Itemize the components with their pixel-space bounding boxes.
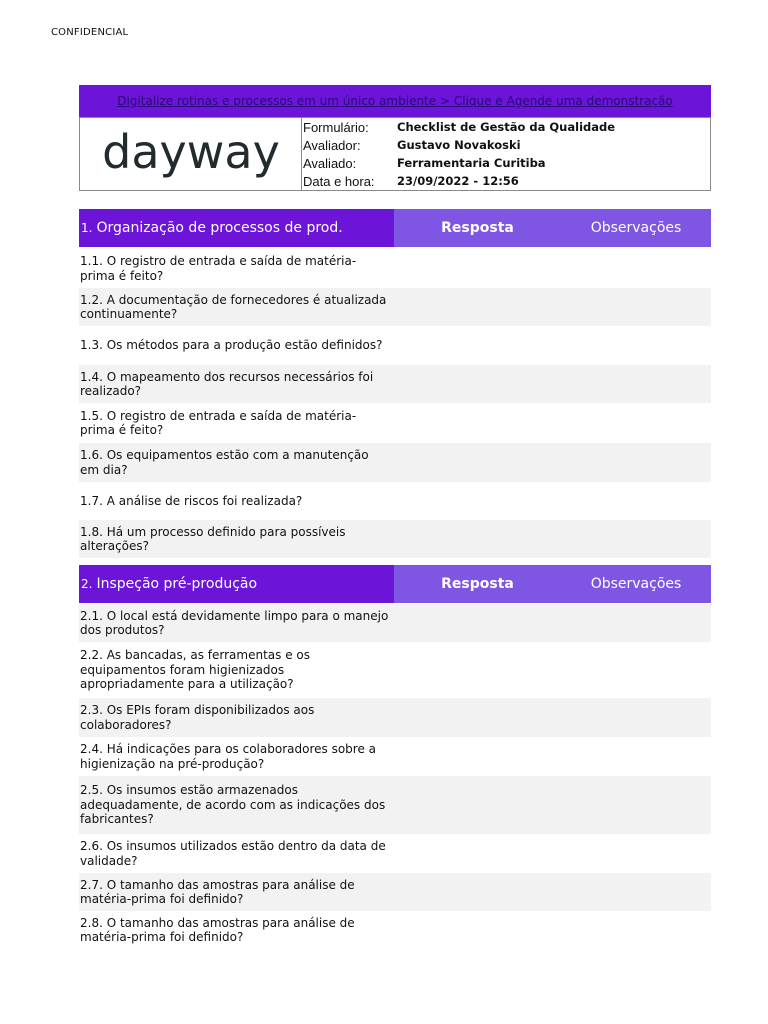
question-text: 2.8. O tamanho das amostras para análise de matéria-prima foi definido?	[80, 915, 355, 944]
table-row	[79, 365, 711, 403]
section-2-rows	[79, 604, 711, 949]
table-row	[79, 698, 711, 737]
section-title-text: Organização de processos de prod.	[96, 220, 343, 236]
question-text: 1.5. O registro de entrada e saída de matéria-prima é feito?	[80, 408, 357, 437]
logo-mark	[91, 126, 291, 182]
question-text: 2.3. Os EPIs foram disponibilizados aos colaboradores?	[80, 703, 315, 732]
table-row	[79, 326, 711, 365]
question-text: 1.6. Os equipamentos estão com a manutenção em dia?	[80, 448, 369, 477]
question-text: 1.7. A análise de riscos foi realizada?	[80, 493, 303, 508]
column-observacoes: Observações	[561, 209, 711, 247]
question-text: 2.6. Os insumos utilizados estão dentro da data de validade?	[80, 839, 386, 868]
table-row	[79, 482, 711, 520]
table-row	[79, 642, 711, 698]
section-header-1	[79, 209, 711, 247]
table-row	[79, 737, 711, 776]
question-text: 2.2. As bancadas, as ferramentas e os equipamentos foram higienizados apropriadamente para a utilização?	[80, 648, 310, 692]
table-row	[79, 403, 711, 443]
section-header-2	[79, 565, 711, 603]
table-row	[79, 288, 711, 326]
meta-row-avaliado	[302, 154, 710, 172]
promo-banner	[79, 85, 711, 117]
column-resposta: Resposta	[394, 209, 561, 247]
section-1-rows	[79, 249, 711, 558]
dayway-logo	[80, 118, 302, 190]
form-meta	[302, 118, 710, 190]
question-text: 2.1. O local está devidamente limpo para o manejo dos produtos?	[80, 608, 389, 637]
meta-value: Checklist de Gestão da Qualidade	[397, 120, 616, 134]
question-text: 2.7. O tamanho das amostras para análise de matéria-prima foi definido?	[80, 877, 355, 906]
meta-value: Gustavo Novakoski	[397, 138, 521, 152]
table-row	[79, 249, 711, 288]
promo-link[interactable]: Digitalize rotinas e processos em um único ambiente > Clique e Agende uma demonstração	[117, 94, 673, 108]
question-text: 2.4. Há indicações para os colaboradores sobre a higienização na pré-produção?	[80, 742, 376, 771]
column-observacoes: Observações	[561, 565, 711, 603]
question-text: 1.1. O registro de entrada e saída de matéria-prima é feito?	[80, 254, 357, 283]
table-row	[79, 911, 711, 949]
meta-label: Data e hora:	[303, 173, 375, 189]
section-title	[79, 565, 394, 603]
meta-row-formulario	[302, 118, 710, 136]
logo-text: dayway	[101, 126, 280, 179]
section-title	[79, 209, 394, 247]
table-row	[79, 604, 711, 642]
table-row	[79, 873, 711, 911]
meta-value: Ferramentaria Curitiba	[397, 156, 546, 170]
question-text: 1.3. Os métodos para a produção estão definidos?	[80, 338, 383, 353]
question-text: 1.4. O mapeamento dos recursos necessários foi realizado?	[80, 369, 374, 398]
meta-row-avaliador	[302, 136, 710, 154]
table-row	[79, 834, 711, 873]
column-resposta: Resposta	[394, 565, 561, 603]
question-text: 2.5. Os insumos estão armazenados adequadamente, de acordo com as indicações dos fabricantes?	[80, 783, 386, 827]
meta-label: Avaliador:	[303, 137, 361, 153]
section-number: 2.	[81, 577, 93, 591]
section-number: 1.	[81, 221, 93, 235]
table-row	[79, 520, 711, 558]
table-row	[79, 443, 711, 482]
confidential-label: CONFIDENCIAL	[51, 27, 129, 38]
meta-label: Formulário:	[303, 119, 369, 135]
meta-label: Avaliado:	[303, 155, 357, 171]
meta-value: 23/09/2022 - 12:56	[397, 174, 519, 188]
form-header	[79, 117, 711, 191]
question-text: 1.8. Há um processo definido para possíveis alterações?	[80, 524, 346, 553]
question-text: 1.2. A documentação de fornecedores é atualizada continuamente?	[80, 292, 387, 321]
section-title-text: Inspeção pré-produção	[96, 576, 258, 592]
table-row	[79, 776, 711, 834]
meta-row-data-hora	[302, 172, 710, 190]
